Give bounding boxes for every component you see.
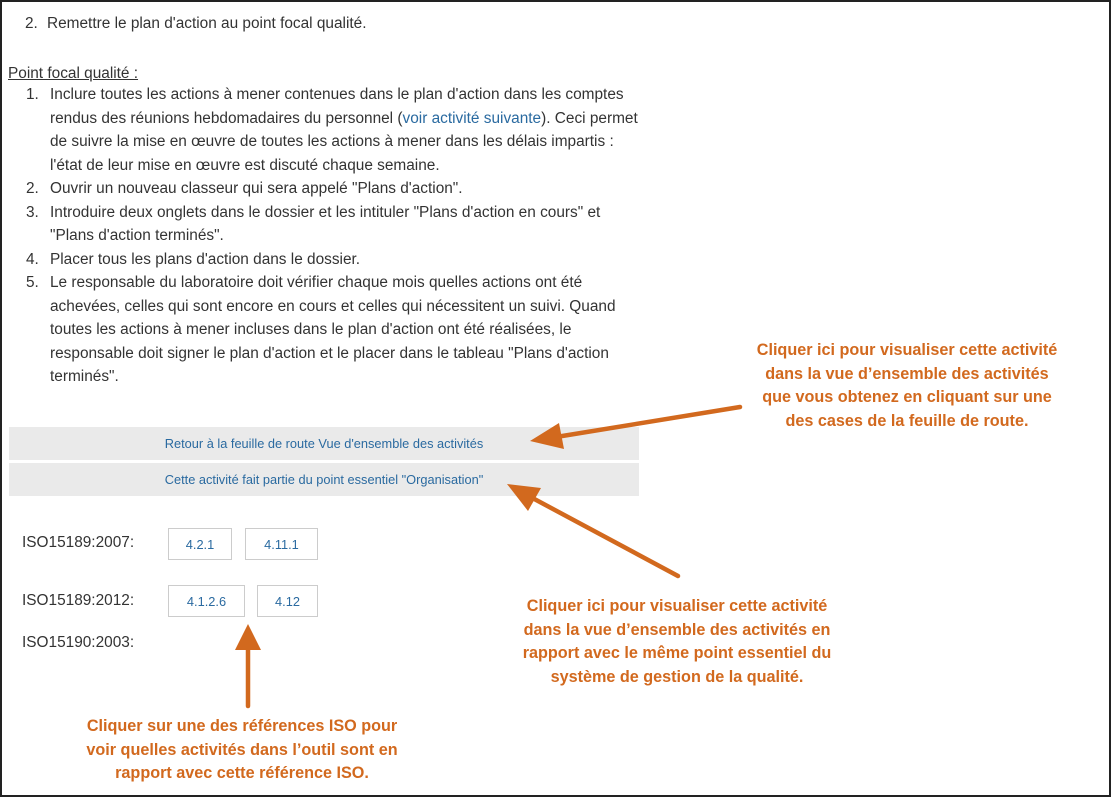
callout-line: dans la vue d’ensemble des activités	[765, 364, 1049, 383]
step-number: 5.	[26, 274, 39, 291]
step-number: 4.	[26, 250, 39, 268]
iso-ref-button[interactable]: 4.12	[257, 585, 318, 617]
previous-step-number: 2.	[25, 15, 38, 32]
callout-line: Cliquer ici pour visualiser cette activité	[526, 597, 828, 615]
iso-ref-button[interactable]: 4.11.1	[245, 528, 318, 560]
step-text: Ouvrir un nouveau classeur qui sera appelé "Plans d'action".	[50, 180, 463, 197]
arrow-to-roadmap-link	[530, 407, 740, 449]
essential-point-link[interactable]: Cette activité fait partie du point essentiel "Organisation"	[164, 472, 484, 487]
iso-label: ISO15189:2012:	[22, 592, 135, 609]
step-text: Le responsable du laboratoire doit vérifier chaque mois quelles actions ont été achevées, celles qui sont encore en cours et celles qui nécessitent un suivi. Quand toutes les actions à mener incluses dans le plan d'action ont été réalisées, le responsable doit signer le plan d'action et le placer dans le tableau "Plans d'action terminés".	[50, 274, 616, 385]
roadmap-overview-link[interactable]: Retour à la feuille de route Vue d'ensemble des activités	[164, 436, 484, 451]
step-number: 2.	[26, 180, 39, 197]
previous-step-text: Remettre le plan d'action au point focal qualité.	[47, 15, 367, 32]
step-number: 1.	[26, 86, 39, 103]
callout-line: que vous obtenez en cliquant sur une	[762, 388, 1052, 406]
step-number: 3.	[26, 203, 39, 221]
arrow-to-essential-link	[507, 484, 678, 576]
callout-line: dans la vue d’ensemble des activités en	[523, 620, 831, 639]
step-text: Introduire deux onglets dans le dossier et les intituler "Plans d'action en cours" et "Plans d'action terminés".	[50, 203, 601, 244]
iso-label: ISO15189:2007:	[22, 534, 135, 551]
step-text-after-link: ). Ceci permet de suivre la mise en œuvre de toutes les actions à mener dans les délais impartis : l'état de leur mise en œuvre est discuté chaque semaine.	[50, 109, 638, 174]
next-activity-link[interactable]: voir activité suivante	[402, 109, 542, 127]
callout-line: rapport avec le même point essentiel du	[522, 644, 832, 662]
iso-ref-button[interactable]: 4.2.1	[168, 528, 232, 560]
step-text-before-link: Inclure toutes les actions à mener contenues dans le plan d'action dans les comptes rendus des réunions hebdomadaires du personnel (	[50, 86, 624, 127]
iso-ref-button[interactable]: 4.1.2.6	[168, 585, 245, 617]
arrow-to-iso-refs	[235, 624, 261, 706]
callout-line: Cliquer ici pour visualiser cette activité	[756, 341, 1058, 359]
section-title: Point focal qualité :	[8, 65, 139, 82]
callout-line: système de gestion de la qualité.	[550, 667, 804, 686]
callout-line: voir quelles activités dans l’outil sont en	[86, 740, 398, 759]
iso-label: ISO15190:2003:	[22, 634, 135, 651]
step-text: Placer tous les plans d'action dans le dossier.	[50, 250, 361, 268]
callout-line: des cases de la feuille de route.	[785, 411, 1029, 430]
callout-line: Cliquer sur une des références ISO pour	[86, 717, 398, 735]
annotation-arrows	[2, 2, 1109, 795]
callout-line: rapport avec cette référence ISO.	[115, 764, 369, 782]
